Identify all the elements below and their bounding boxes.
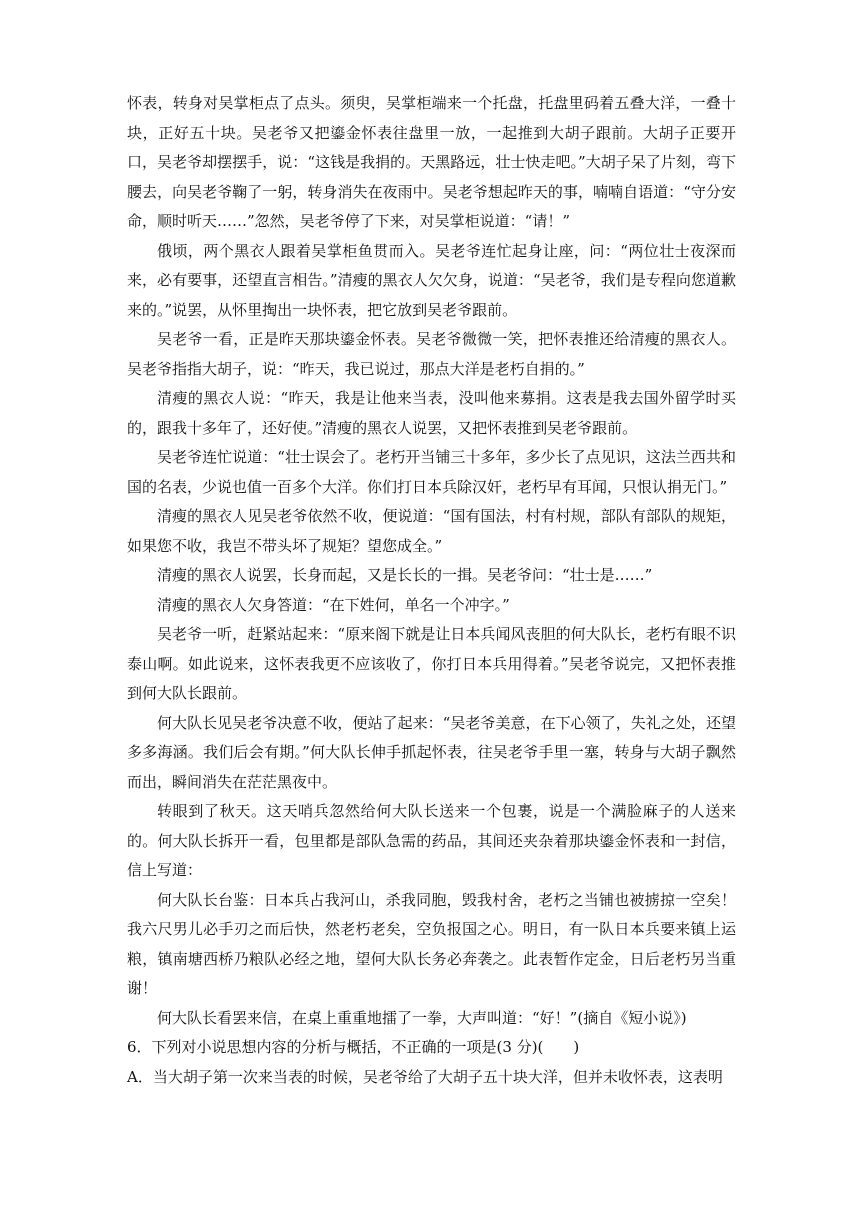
paragraph: 清瘦的黑衣人见吴老爷依然不收，便说道：“国有国法，村有村规，部队有部队的规矩，如果您不收，我岂不带头坏了规矩？望您成全。” (127, 507, 736, 555)
option-a: A．当大胡子第一次来当表的时候，吴老爷给了大胡子五十块大洋，但并未收怀表，这表明 (127, 1067, 723, 1086)
paragraph: 清瘦的黑衣人说：“昨天，我是让他来当表，没叫他来募捐。这表是我去国外留学时买的，跟我十多年了，还好使。”清瘦的黑衣人说罢，又把怀表推到吴老爷跟前。 (127, 389, 736, 437)
paragraph: 何大队长见吴老爷决意不收，便站了起来：“吴老爷美意，在下心领了，失礼之处，还望多多海涵。我们后会有期。”何大队长伸手抓起怀表，往吴老爷手里一塞，转身与大胡子飘然而出，瞬间消失在茫茫黑夜中。 (127, 713, 736, 791)
paragraph: 吴老爷一看，正是昨天那块鎏金怀表。吴老爷微微一笑，把怀表推还给清瘦的黑衣人。吴老爷指指大胡子，说：“昨天，我已说过，那点大洋是老朽自捐的。” (127, 330, 736, 378)
paragraph: 怀表，转身对吴掌柜点了点头。须臾，吴掌柜端来一个托盘，托盘里码着五叠大洋，一叠十块，正好五十块。吴老爷又把鎏金怀表往盘里一放，一起推到大胡子跟前。大胡子正要开口，吴老爷却摆摆手，说：“这钱是我捐的。天黑路远，壮士快走吧。”大胡子呆了片刻，弯下腰去，向吴老爷鞠了一躬，转身消失在夜雨中。吴老爷想起昨天的事，喃喃自语道：“守分安命，顺时听天……”忽然，吴老爷停了下来，对吴掌柜说道：“请！” (127, 94, 736, 230)
paragraph: 转眼到了秋天。这天哨兵忽然给何大队长送来一个包裹，说是一个满脸麻子的人送来的。何大队长拆开一看，包里都是部队急需的药品，其间还夹杂着那块鎏金怀表和一封信，信上写道： (127, 802, 736, 879)
paragraph: 吴老爷连忙说道：“壮士误会了。老朽开当铺三十多年，多少长了点见识，这法兰西共和国的名表，少说也值一百多个大洋。你们打日本兵除汉奸，老朽早有耳闻，只恨认捐无门。” (127, 448, 736, 496)
question-6: 6．下列对小说思想内容的分析与概括，不正确的一项是(3 分)( ) (127, 1038, 580, 1056)
paragraph: 清瘦的黑衣人说罢，长身而起，又是长长的一揖。吴老爷问：“壮士是……” (157, 566, 653, 584)
paragraph: 吴老爷一听，赶紧站起来：“原来阁下就是让日本兵闻风丧胆的何大队长，老朽有眼不识泰山啊。如此说来，这怀表我更不应该收了，你打日本兵用得着。”吴老爷说完，又把怀表推到何大队长跟前。 (127, 625, 736, 702)
paragraph: 何大队长看罢来信，在桌上重重地擂了一拳，大声叫道：“好！”(摘自《短小说》) (157, 1008, 687, 1027)
letter-paragraph: 何大队长台鉴：日本兵占我河山，杀我同胞，毁我村舍，老朽之当铺也被掳掠一空矣！我六尺男儿必手刃之而后快，然老朽老矣，空负报国之心。明日，有一队日本兵要来镇上运粮，镇南塘西桥乃粮队必经之地，望何大队长务必奔袭之。此表暂作定金，日后老朽另当重谢！ (127, 890, 736, 997)
document-body (127, 89, 736, 1092)
paragraph: 俄顷，两个黑衣人跟着吴掌柜鱼贯而入。吴老爷连忙起身让座，问：“两位壮士夜深而来，必有要事，还望直言相告。”清瘦的黑衣人欠欠身，说道：“吴老爷，我们是专程向您道歉来的。”说罢，从怀里掏出一块怀表，把它放到吴老爷跟前。 (127, 241, 736, 319)
paragraph: 清瘦的黑衣人欠身答道：“在下姓何，单名一个冲字。” (157, 595, 510, 614)
